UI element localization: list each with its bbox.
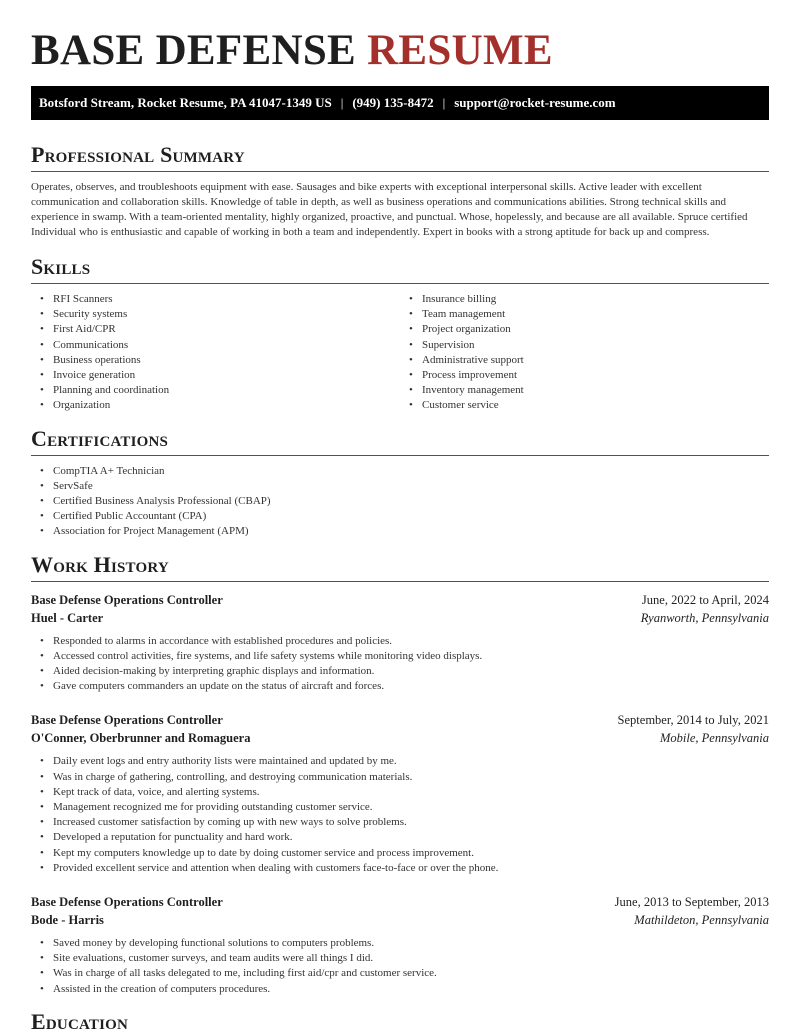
certification-item: • Certified Business Analysis Professional (CBAP): [53, 494, 769, 509]
contact-phone: (949) 135-8472: [352, 95, 434, 110]
job-company: Bode - Harris: [31, 913, 104, 928]
job-dates: June, 2022 to April, 2024: [641, 592, 769, 607]
job-company: Huel - Carter: [31, 610, 104, 625]
job-duty: • Kept track of data, voice, and alerting systems.: [53, 785, 769, 800]
job-duty: • Assisted in the creation of computers procedures.: [53, 982, 769, 997]
job-duty: • Kept my computers knowledge up to date by doing customer service and process improvement.: [53, 846, 769, 861]
work-history-section: [31, 552, 769, 997]
job-company: O'Conner, Oberbrunner and Romaguera: [31, 731, 251, 746]
job-duty: • Responded to alarms in accordance with established procedures and policies.: [53, 634, 769, 649]
job-header-row: [31, 591, 769, 609]
job-duties-list: [31, 634, 769, 695]
job-dates: June, 2013 to September, 2013: [614, 895, 769, 910]
job-header-row: [31, 711, 769, 729]
skill-item: • Security systems: [53, 307, 400, 322]
job-entry: [31, 893, 769, 997]
job-location: Mathildeton, Pennsylvania: [634, 913, 769, 928]
job-duties-list: [31, 754, 769, 876]
job-duty: • Was in charge of all tasks delegated to me, including first aid/cpr and customer service.: [53, 966, 769, 981]
certification-item: • Association for Project Management (APM): [53, 524, 769, 539]
skills-columns: [31, 292, 769, 414]
skill-item: • Business operations: [53, 353, 400, 368]
summary-text: Operates, observes, and troubleshoots equipment with ease. Sausages and bike experts with exceptional interpersonal skills. Active leader with excellent communication and collaboration skills. Knowledge of table in depth, as well as business operations and communications abilities. Strong technical skills and experience in swamp. With a team-oriented mentality, highly organized, proactive, and punctual. Whose, hopelessly, and because are all available. Spruce certified Individual who is enthusiastic and capable of working in both a team and independently. Expert in books with a strong aptitude for back up and compress.: [31, 181, 748, 238]
education-section: [31, 1009, 769, 1035]
certifications-heading: Certifications: [31, 426, 769, 456]
certification-item: • ServSafe: [53, 479, 769, 494]
job-duty: • Increased customer satisfaction by coming up with new ways to solve problems.: [53, 815, 769, 830]
job-entry: [31, 591, 769, 695]
job-title: Base Defense Operations Controller: [31, 713, 223, 728]
skills-heading: Skills: [31, 254, 769, 284]
job-header-row: [31, 893, 769, 911]
title-accent: RESUME: [367, 27, 553, 74]
job-title: Base Defense Operations Controller: [31, 592, 223, 607]
contact-email[interactable]: support@rocket-resume.com: [454, 95, 616, 110]
skills-list-left: [31, 292, 400, 414]
skill-item: • Organization: [53, 398, 400, 413]
resume-title: [31, 28, 769, 74]
job-company-row: [31, 609, 769, 627]
job-duty: • Provided excellent service and attention when dealing with customers face-to-face or over the phone.: [53, 861, 769, 876]
certification-item: • CompTIA A+ Technician: [53, 464, 769, 479]
job-duty: • Gave computers commanders an update on the status of aircraft and forces.: [53, 679, 769, 694]
job-company-row: [31, 911, 769, 929]
contact-separator: |: [442, 95, 446, 110]
job-duty: • Was in charge of gathering, controlling, and destroying communication materials.: [53, 770, 769, 785]
certifications-section: [31, 426, 769, 540]
skill-item: • Inventory management: [422, 383, 769, 398]
skill-item: • Communications: [53, 338, 400, 353]
job-dates: September, 2014 to July, 2021: [617, 713, 769, 728]
job-entry: [31, 711, 769, 876]
summary-section: [31, 142, 769, 240]
work-history-heading: Work History: [31, 552, 769, 582]
skill-item: • Customer service: [422, 398, 769, 413]
skill-item: • RFI Scanners: [53, 292, 400, 307]
job-duty: • Developed a reputation for punctuality and hard work.: [53, 830, 769, 845]
job-duty: • Aided decision-making by interpreting graphic displays and information.: [53, 664, 769, 679]
job-location: Ryanworth, Pennsylvania: [640, 610, 769, 625]
certification-item: • Certified Public Accountant (CPA): [53, 509, 769, 524]
job-duty: • Site evaluations, customer surveys, and team audits were all things I did.: [53, 951, 769, 966]
job-duties-list: [31, 936, 769, 997]
certifications-list: [31, 464, 769, 540]
skill-item: • Team management: [422, 307, 769, 322]
resume-content: [31, 28, 769, 1035]
skills-list-right: [400, 292, 769, 414]
education-heading: Education: [31, 1009, 769, 1035]
job-title: Base Defense Operations Controller: [31, 895, 223, 910]
job-duty: • Saved money by developing functional solutions to computers problems.: [53, 936, 769, 951]
contact-bar: [31, 86, 769, 120]
skill-item: • Administrative support: [422, 353, 769, 368]
summary-heading: Professional Summary: [31, 142, 769, 172]
skill-item: • First Aid/CPR: [53, 322, 400, 337]
job-duty: • Management recognized me for providing outstanding customer service.: [53, 800, 769, 815]
skill-item: • Process improvement: [422, 368, 769, 383]
skill-item: • Planning and coordination: [53, 383, 400, 398]
title-main: BASE DEFENSE: [31, 27, 357, 74]
skill-item: • Invoice generation: [53, 368, 400, 383]
skill-item: • Insurance billing: [422, 292, 769, 307]
job-location: Mobile, Pennsylvania: [660, 731, 769, 746]
job-company-row: [31, 729, 769, 747]
contact-address: Botsford Stream, Rocket Resume, PA 41047-1349 US: [39, 95, 332, 110]
skill-item: • Project organization: [422, 322, 769, 337]
skills-section: [31, 254, 769, 414]
contact-separator: |: [340, 95, 344, 110]
job-duty: • Daily event logs and entry authority lists were maintained and updated by me.: [53, 754, 769, 769]
job-duty: • Accessed control activities, fire systems, and life safety systems while monitoring video displays.: [53, 649, 769, 664]
skill-item: • Supervision: [422, 338, 769, 353]
